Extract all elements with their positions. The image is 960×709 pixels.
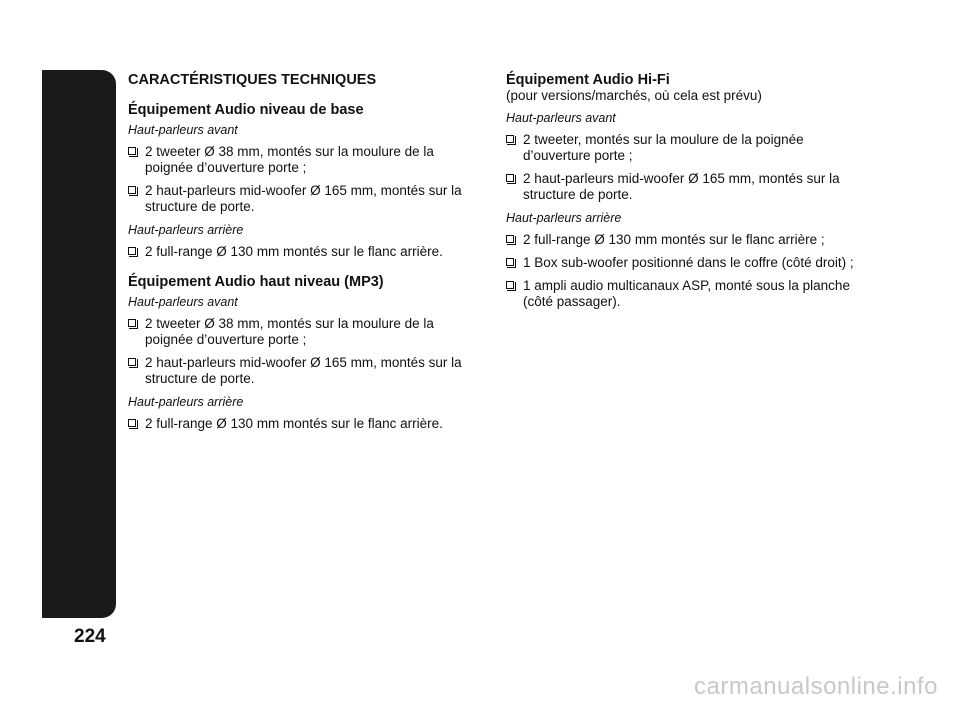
list-item: 2 haut-parleurs mid-woofer Ø 165 mm, montés sur la structure de porte. bbox=[128, 183, 478, 215]
front-speakers-label: Haut-parleurs avant bbox=[128, 123, 238, 137]
checkbox-bullet-icon bbox=[128, 247, 136, 255]
checkbox-bullet-icon bbox=[506, 174, 514, 182]
right-column bbox=[506, 72, 866, 317]
section-title-hifi: Équipement Audio Hi-Fi bbox=[506, 72, 670, 88]
list-item: 1 Box sub-woofer positionné dans le coffre (côté droit) ; bbox=[506, 255, 866, 271]
checkbox-bullet-icon bbox=[128, 358, 136, 366]
section-title-mp3: Équipement Audio haut niveau (MP3) bbox=[128, 274, 384, 290]
rear-speakers-label: Haut-parleurs arrière bbox=[128, 395, 244, 409]
watermark: carmanualsonline.info bbox=[694, 673, 938, 700]
list-item: 2 full-range Ø 130 mm montés sur le flanc arrière. bbox=[128, 416, 478, 432]
list-item: 1 ampli audio multicanaux ASP, monté sous la planche (côté passager). bbox=[506, 278, 866, 310]
section-title-base: Équipement Audio niveau de base bbox=[128, 102, 364, 118]
section-subtitle-hifi: (pour versions/marchés, où cela est prévu) bbox=[506, 88, 762, 103]
checkbox-bullet-icon bbox=[128, 319, 136, 327]
front-speakers-label: Haut-parleurs avant bbox=[506, 111, 616, 125]
list-item: 2 haut-parleurs mid-woofer Ø 165 mm, montés sur la structure de porte. bbox=[506, 171, 866, 203]
list-item: 2 haut-parleurs mid-woofer Ø 165 mm, montés sur la structure de porte. bbox=[128, 355, 478, 387]
list-item: 2 tweeter, montés sur la moulure de la poignée d’ouverture porte ; bbox=[506, 132, 866, 164]
list-item: 2 tweeter Ø 38 mm, montés sur la moulure de la poignée d’ouverture porte ; bbox=[128, 144, 478, 176]
page-number: 224 bbox=[74, 626, 106, 647]
side-tab bbox=[42, 70, 116, 618]
left-column bbox=[128, 72, 478, 439]
rear-speakers-label: Haut-parleurs arrière bbox=[128, 223, 244, 237]
page-title: CARACTÉRISTIQUES TECHNIQUES bbox=[128, 72, 377, 88]
chapter-label: AUTORADIO bbox=[86, 310, 98, 374]
checkbox-bullet-icon bbox=[128, 186, 136, 194]
list-item: 2 full-range Ø 130 mm montés sur le flanc arrière. bbox=[128, 244, 478, 260]
checkbox-bullet-icon bbox=[506, 235, 514, 243]
list-item: 2 full-range Ø 130 mm montés sur le flanc arrière ; bbox=[506, 232, 866, 248]
rear-speakers-label: Haut-parleurs arrière bbox=[506, 211, 622, 225]
front-speakers-label: Haut-parleurs avant bbox=[128, 295, 238, 309]
checkbox-bullet-icon bbox=[128, 419, 136, 427]
checkbox-bullet-icon bbox=[506, 135, 514, 143]
checkbox-bullet-icon bbox=[506, 258, 514, 266]
checkbox-bullet-icon bbox=[128, 147, 136, 155]
list-item: 2 tweeter Ø 38 mm, montés sur la moulure de la poignée d’ouverture porte ; bbox=[128, 316, 478, 348]
checkbox-bullet-icon bbox=[506, 281, 514, 289]
